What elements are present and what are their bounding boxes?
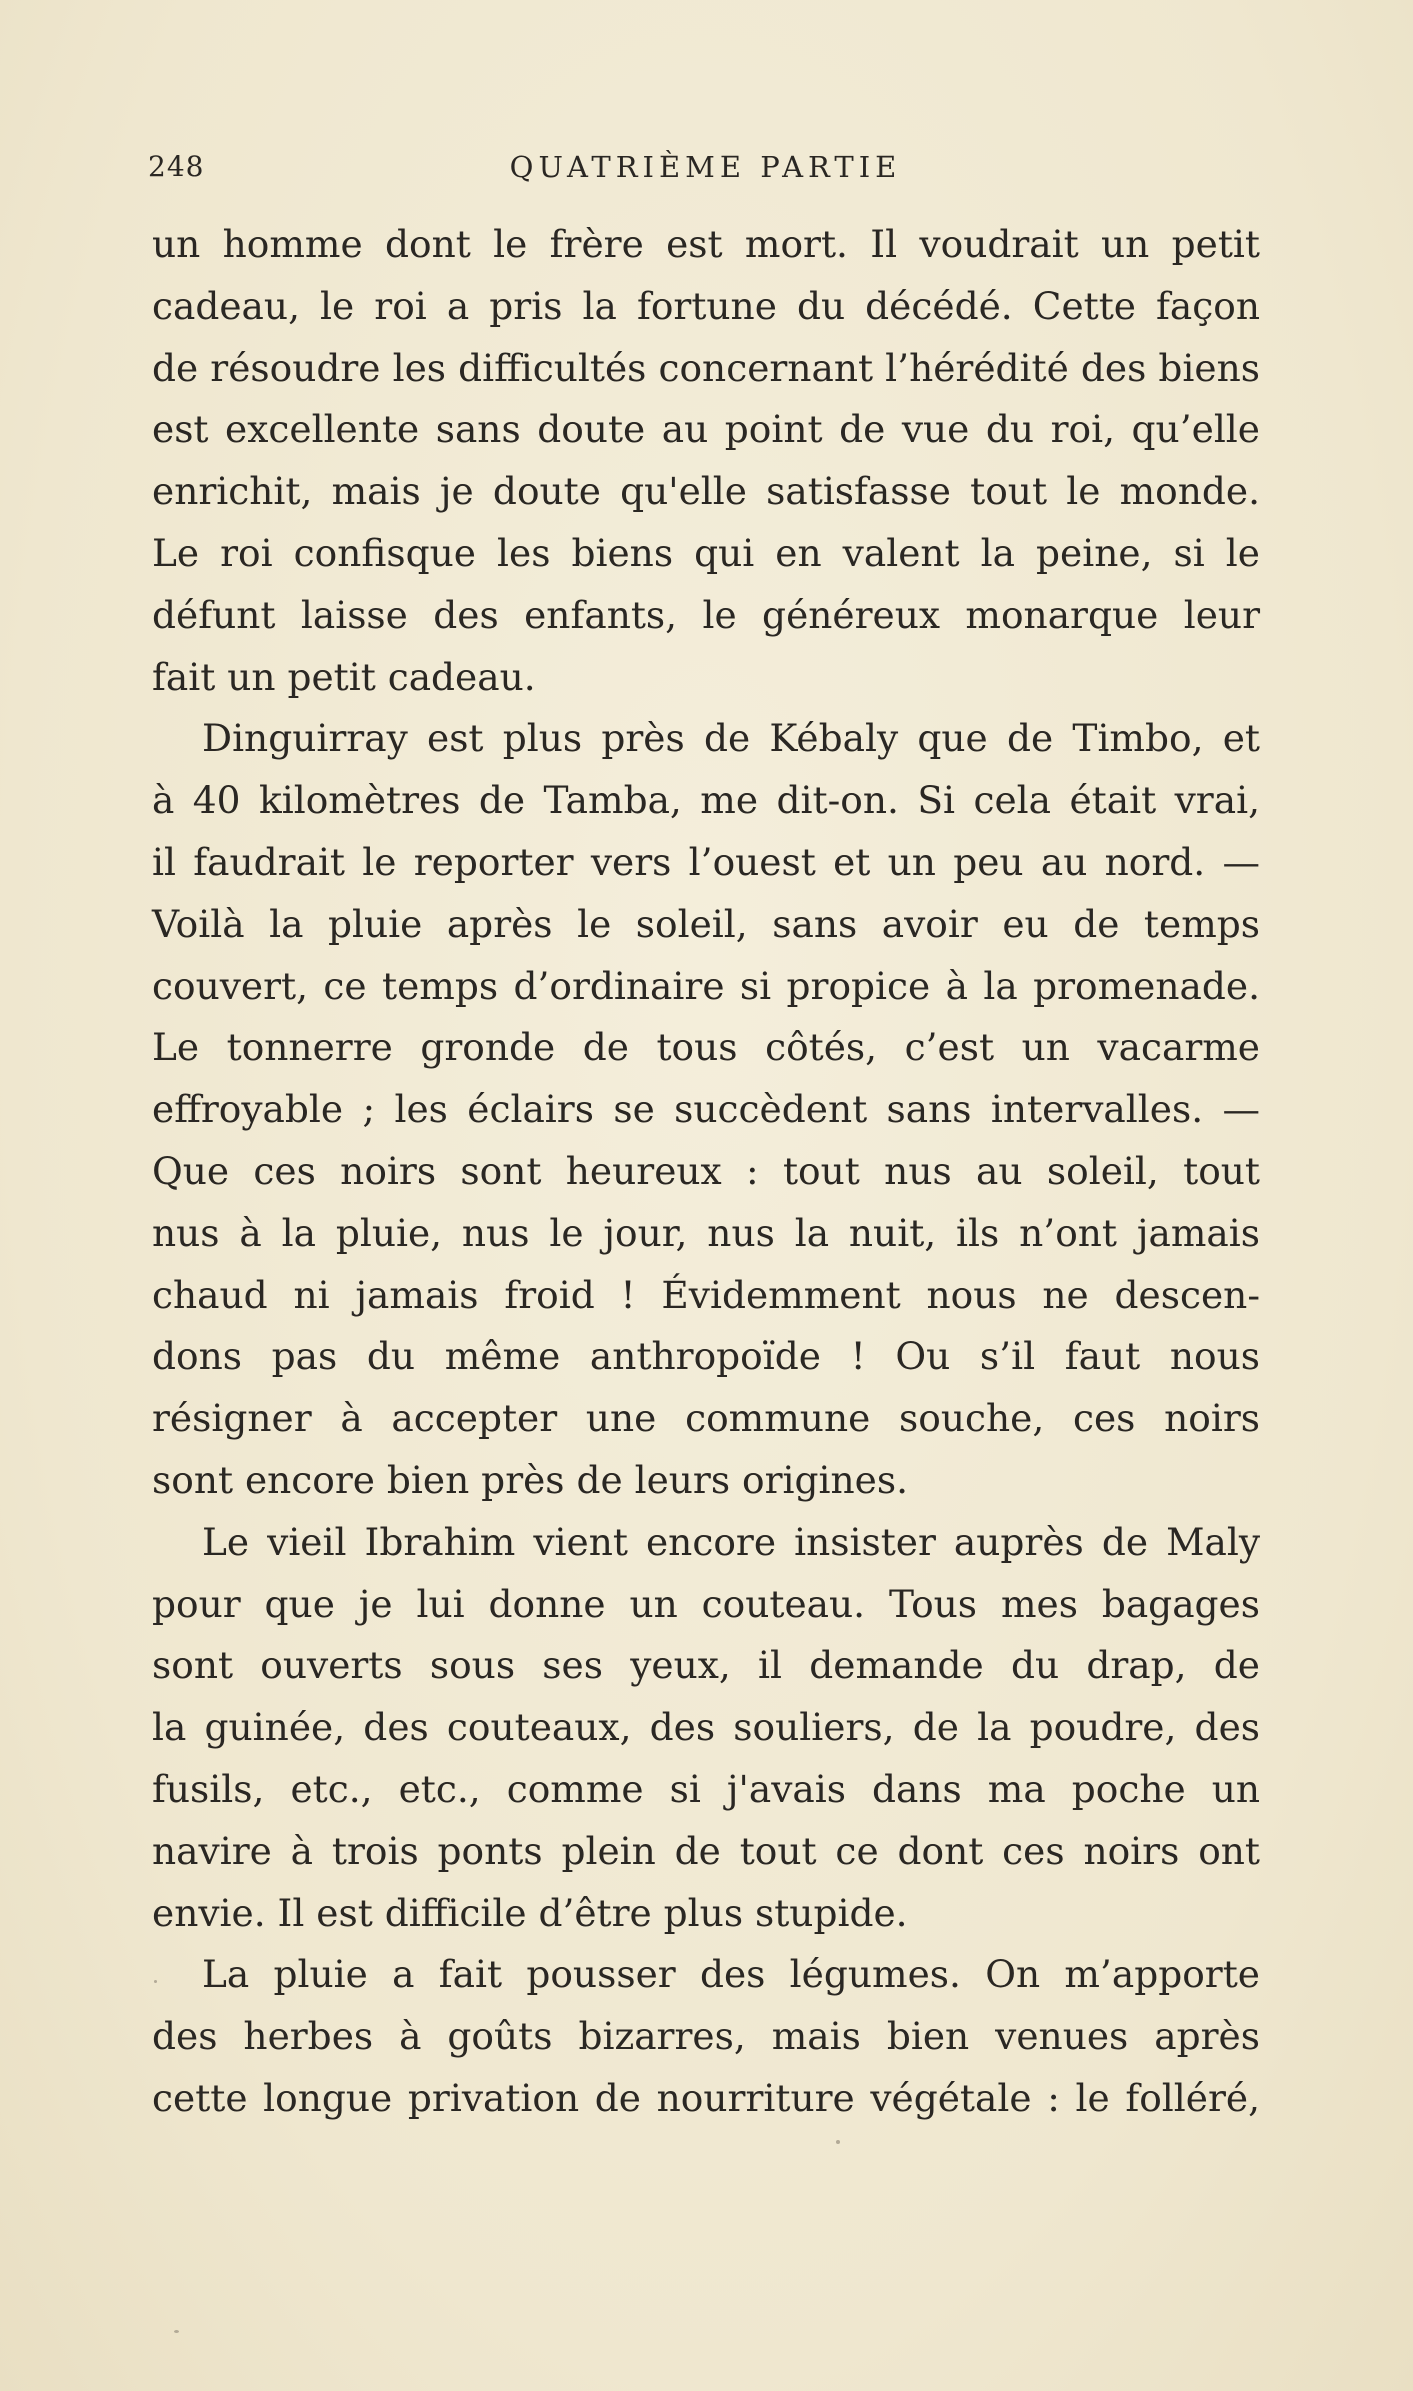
paper-speck [154,1980,157,1983]
running-title: QUATRIÈME PARTIE [509,150,902,184]
text-line: chaud ni jamais froid ! Évidemment nous ne descen- [152,1272,1260,1317]
text-line: un homme dont le frère est mort. Il voudrait un petit [152,222,1260,266]
paragraph-start-line: Le vieil Ibrahim vient encore insister auprès de Maly [202,1519,1260,1564]
page-header [148,150,1263,190]
text-line: Le tonnerre gronde de tous côtés, c’est un vacarme [152,1025,1260,1070]
text-line: Que ces noirs sont heureux : tout nus au soleil, tout [152,1148,1260,1193]
paper-speck [836,2140,840,2144]
text-line: sont encore bien près de leurs origines. [152,1457,909,1502]
text-line: est excellente sans doute au point de vue du roi, qu’elle [152,407,1260,452]
text-line: à 40 kilomètres de Tamba, me dit-on. Si cela était vrai, [152,778,1260,823]
paper-speck [174,2330,179,2333]
text-line: fait un petit cadeau. [152,654,536,699]
text-line: fusils, etc., etc., comme si j'avais dans ma poche un [152,1766,1260,1811]
text-line: cadeau, le roi a pris la fortune du décédé. Cette façon [152,283,1260,328]
body-text [152,214,1260,2130]
text-line: il faudrait le reporter vers l’ouest et un peu au nord. — [152,839,1260,884]
page-number: 248 [148,150,205,183]
text-line: défunt laisse des enfants, le généreux monarque leur [152,592,1260,637]
text-line: sont ouverts sous ses yeux, il demande du drap, de [152,1643,1260,1688]
text-line: dons pas du même anthropoïde ! Ou s’il faut nous [152,1334,1260,1379]
text-line: envie. Il est difficile d’être plus stupide. [152,1890,908,1935]
text-line: nus à la pluie, nus le jour, nus la nuit, ils n’ont jamais [152,1210,1260,1255]
text-line: la guinée, des couteaux, des souliers, de la poudre, des [152,1705,1260,1750]
text-line: cette longue privation de nourriture végétale : le folléré, [152,2075,1260,2120]
text-line: Voilà la pluie après le soleil, sans avoir eu de temps [152,901,1260,946]
text-line: de résoudre les difficultés concernant l’hérédité des biens [152,345,1260,390]
text-line: pour que je lui donne un couteau. Tous mes bagages [152,1581,1260,1626]
paragraph-start-line: La pluie a fait pousser des légumes. On m’apporte [202,1952,1260,1997]
text-line: des herbes à goûts bizarres, mais bien venues après [152,2014,1260,2059]
text-line: effroyable ; les éclairs se succèdent sans intervalles. — [152,1087,1260,1132]
text-line: résigner à accepter une commune souche, ces noirs [152,1396,1260,1441]
text-line: enrichit, mais je doute qu'elle satisfasse tout le monde. [152,469,1260,514]
text-line: couvert, ce temps d’ordinaire si propice à la promenade. [152,963,1260,1008]
text-line: navire à trois ponts plein de tout ce dont ces noirs ont [152,1828,1260,1873]
paragraph-start-line: Dinguirray est plus près de Kébaly que de Timbo, et [202,716,1260,761]
text-line: Le roi confisque les biens qui en valent la peine, si le [152,530,1260,575]
